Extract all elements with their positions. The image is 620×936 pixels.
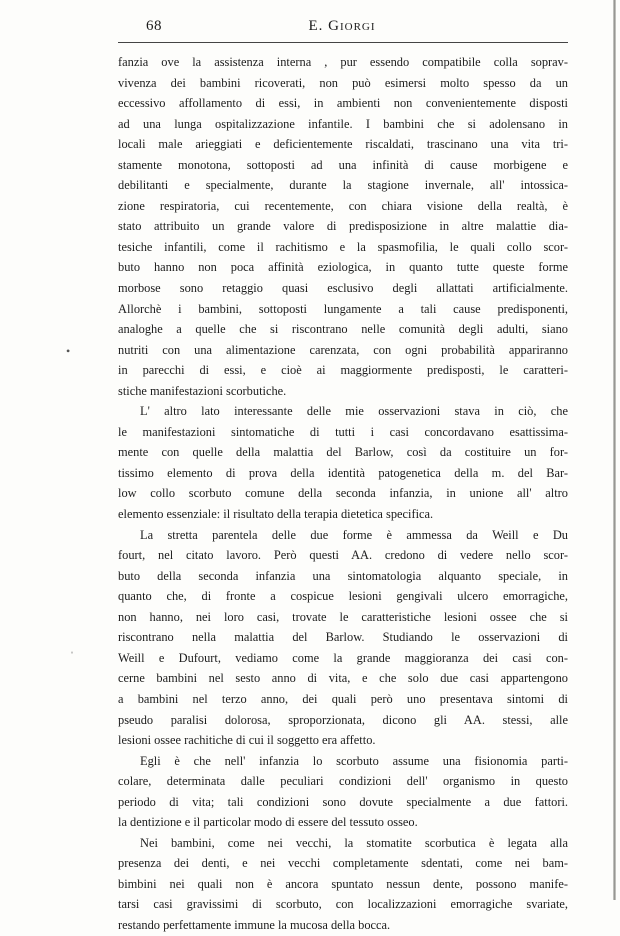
text-line: Allorchè i bambini, sottoposti lungamente a tali cause predisponenti, xyxy=(118,301,568,316)
text-line: quanto che, di fronte a cospicue lesioni gengivali ulcero emorragiche, xyxy=(118,589,568,604)
text-line: bimbini nei quali non è ancora spuntato nessun dente, possono manife- xyxy=(118,876,568,891)
text-line: a bambini nel terzo anno, dei quali però uno presentava sintomi di xyxy=(118,691,568,706)
text-line: tissimo elemento di prova della identità patogenetica della m. del Bar- xyxy=(118,465,568,480)
text-line: le manifestazioni sintomatiche di tutti i casi concordavano esattissima- xyxy=(118,424,568,439)
page-edge xyxy=(613,0,616,900)
text-line: restando perfettamente immune la mucosa della bocca. xyxy=(118,917,391,932)
text-line: in parecchi di essi, e cioè ai maggiormente predisposti, le caratteri- xyxy=(118,363,568,378)
page-number: 68 xyxy=(146,18,162,34)
text-line: nutriti con una alimentazione carenzata, con ogni probabilità appariranno xyxy=(118,342,568,357)
body-text xyxy=(118,52,568,936)
text-line: low collo scorbuto comune della seconda infanzia, in unione all' altro xyxy=(118,486,568,501)
text-line: buto della seconda infanzia una sintomatologia alquanto speciale, in xyxy=(118,568,568,583)
text-line: stamente monotona, sottoposti ad una infinità di cause morbigene e xyxy=(118,157,568,172)
text-line: fanzia ove la assistenza interna , pur essendo compatibile colla soprav- xyxy=(118,55,568,69)
running-head-author: E. Giorgi xyxy=(308,18,376,34)
text-line: vivenza dei bambini ricoverati, non può esimersi molto spesso da un xyxy=(118,75,568,90)
header-rule xyxy=(118,42,568,43)
text-line: stato attribuito un grande valore di predisposizione in altre malattie dia- xyxy=(118,219,568,234)
text-line: tarsi casi gravissimi di scorbuto, con localizzazioni emorragiche svariate, xyxy=(118,897,568,912)
text-line: cerne bambini nel sesto anno di vita, e che solo due casi appartengono xyxy=(118,671,568,686)
text-line: zione respiratoria, cui recentemente, con chiara visione della realtà, è xyxy=(118,198,568,213)
text-line: stiche manifestazioni scorbutiche. xyxy=(118,383,287,398)
text-line: riscontrano nella malattia del Barlow. Studiando le osservazioni di xyxy=(118,630,568,645)
text-line: mente con quelle della malattia del Barlow, così da costituire un for- xyxy=(118,445,568,460)
text-line: la dentizione e il particolar modo di essere del tessuto osseo. xyxy=(118,815,418,830)
text-line: elemento essenziale: il risultato della terapia dietetica specifica. xyxy=(118,507,434,522)
text-line: buto hanno non poca affinità eziologica, in quanto tutte queste forme xyxy=(118,260,568,275)
text-line: Egli è che nell' infanzia lo scorbuto assume una fisionomia parti- xyxy=(140,753,568,768)
text-line: non hanno, nei loro casi, trovate le caratteristiche lesioni ossee che si xyxy=(118,609,568,624)
text-line: eccessivo affollamento di essi, in ambienti non convenientemente disposti xyxy=(118,96,568,111)
text-line: morbose sono retaggio quasi esclusivo degli allattati artificialmente. xyxy=(118,281,568,296)
text-line: debilitanti e specialmente, durante la stagione invernale, all' intossica- xyxy=(118,178,568,193)
text-line: Weill e Dufourt, vediamo come la grande maggioranza dei casi con- xyxy=(118,650,568,665)
text-line: tesiche infantili, come il rachitismo e la spasmofilia, le quali collo scor- xyxy=(118,239,568,254)
text-line: periodo di vita; tali condizioni sono dovute specialmente a due fattori. xyxy=(118,794,568,809)
text-line: ad una lunga ospitalizzazione infantile. I bambini che si adolensano in xyxy=(118,116,568,131)
running-header xyxy=(116,14,568,36)
text-line: presenza dei denti, e nei vecchi completamente sdentati, come nei bam- xyxy=(118,856,568,871)
text-line: lesioni ossee rachitiche di cui il soggetto era affetto. xyxy=(118,733,376,748)
text-line: Nei bambini, come nei vecchi, la stomatite scorbutica è legata alla xyxy=(140,835,568,850)
text-line: locali male arieggiati e deficientemente riscaldati, trascinano una vita tri- xyxy=(118,137,568,152)
margin-dot-mark: • xyxy=(66,344,71,358)
text-line: colare, determinata dalle peculiari condizioni dell' organismo in questo xyxy=(118,774,568,789)
text-line: fourt, nel citato lavoro. Però questi AA. credono di vedere nello scor- xyxy=(118,548,568,563)
text-line: analoghe a quelle che si riscontrano nelle comunità degli adulti, siano xyxy=(118,322,568,337)
text-line: pseudo paralisi dolorosa, sproporzionata, dicono gli AA. stessi, alle xyxy=(118,712,568,727)
text-line: L' altro lato interessante delle mie osservazioni stava in ciò, che xyxy=(140,404,568,419)
text-line: La stretta parentela delle due forme è ammessa da Weill e Du xyxy=(140,527,568,542)
margin-tick-mark: ˌ xyxy=(70,640,74,654)
